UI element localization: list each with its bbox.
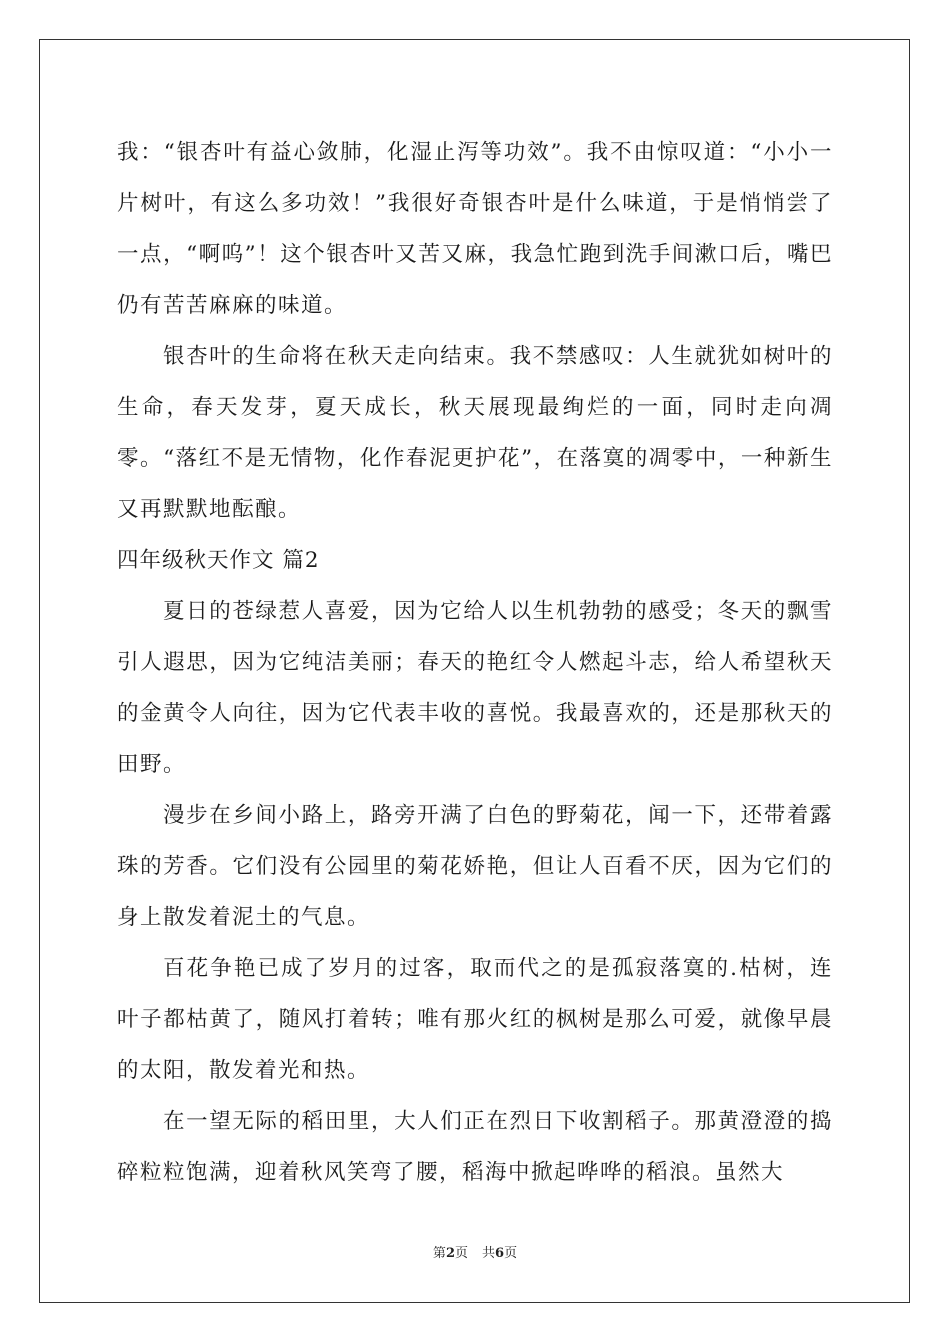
page-prefix: 第 bbox=[432, 1246, 446, 1261]
paragraph: 在一望无际的稻田里，大人们正在烈日下收割稻子。那黄澄澄的捣碎粒粒饱满，迎着秋风笑弯了腰，稻海中掀起哗哗的稻浪。虽然大 bbox=[117, 1109, 833, 1185]
total-page-count: 6 bbox=[495, 1246, 505, 1261]
section-heading: 四年级秋天作文 篇2 bbox=[117, 548, 320, 573]
paragraph: 夏日的苍绿惹人喜爱，因为它给人以生机勃勃的感受；冬天的飘雪引人遐思，因为它纯洁美丽；春天的艳红令人燃起斗志，给人希望秋天的金黄令人向往，因为它代表丰收的喜悦。我最喜欢的，还是那秋天的田野。 bbox=[117, 599, 833, 777]
page-footer bbox=[0, 1245, 950, 1263]
current-page-number: 2 bbox=[445, 1246, 455, 1261]
total-prefix: 共 bbox=[482, 1246, 496, 1261]
paragraph: 百花争艳已成了岁月的过客，取而代之的是孤寂落寞的.枯树，连叶子都枯黄了，随风打着转；唯有那火红的枫树是那么可爱，就像早晨的太阳，散发着光和热。 bbox=[117, 956, 833, 1083]
paragraph: 漫步在乡间小路上，路旁开满了白色的野菊花，闻一下，还带着露珠的芳香。它们没有公园里的菊花娇艳，但让人百看不厌，因为它们的身上散发着泥土的气息。 bbox=[117, 803, 833, 930]
document-body bbox=[117, 127, 833, 1198]
paragraph: 我：“银杏叶有益心敛肺，化湿止泻等功效”。我不由惊叹道：“小小一片树叶，有这么多功效！”我很好奇银杏叶是什么味道，于是悄悄尝了一点，“啊呜”！这个银杏叶又苦又麻，我急忙跑到洗手间漱口后，嘴巴仍有苦苦麻麻的味道。 bbox=[117, 140, 833, 318]
paragraph: 银杏叶的生命将在秋天走向结束。我不禁感叹：人生就犹如树叶的生命，春天发芽，夏天成长，秋天展现最绚烂的一面，同时走向凋零。“落红不是无情物，化作春泥更护花”，在落寞的凋零中，一种新生又再默默地酝酿。 bbox=[117, 344, 833, 522]
total-suffix: 页 bbox=[504, 1246, 518, 1261]
page-suffix: 页 bbox=[454, 1246, 468, 1261]
